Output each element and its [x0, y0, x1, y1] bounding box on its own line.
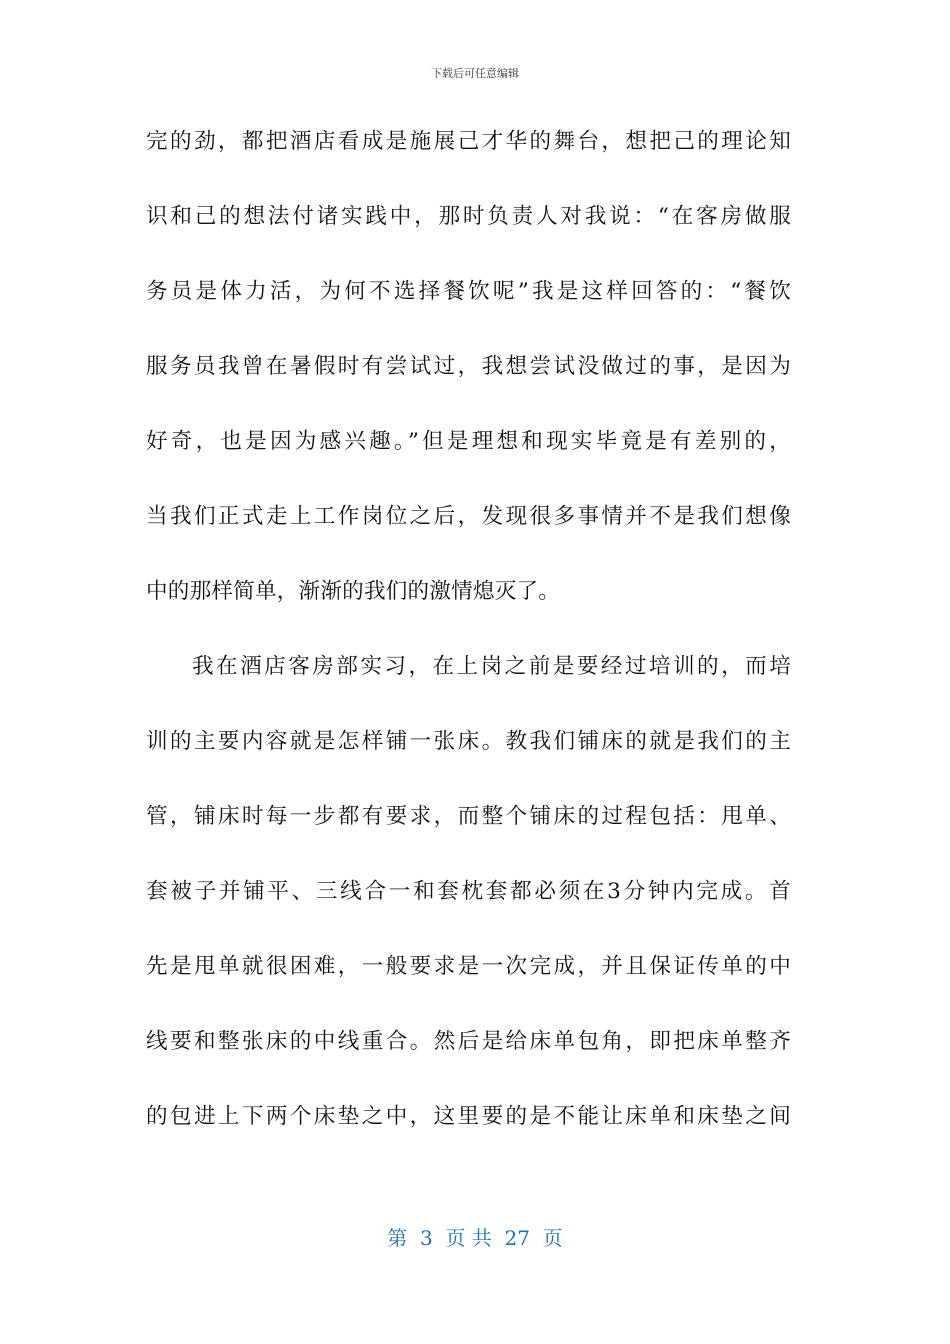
page-number-footer: 第 3 页 共 27 页: [387, 1226, 563, 1250]
text-line: 线要和整张床的中线重合。然后是给床单包角，即把床单整齐: [146, 1029, 791, 1054]
text-line: 我在酒店客房部实习，在上岗之前是要经过培训的，而培: [192, 654, 791, 679]
text-line: 训的主要内容就是怎样铺一张床。教我们铺床的就是我们的主: [146, 729, 791, 754]
paragraph: [146, 647, 791, 1172]
text-line: 先是甩单就很困难，一般要求是一次完成，并且保证传单的中: [146, 954, 791, 979]
text-line: 当我们正式走上工作岗位之后，发现很多事情并不是我们想像: [146, 504, 791, 529]
text-line: 中的那样简单，渐渐的我们的激情熄灭了。: [146, 579, 561, 604]
page-header: 下载后可任意编辑: [431, 67, 519, 80]
text-line: 服务员我曾在暑假时有尝试过，我想尝试没做过的事，是因为: [146, 354, 791, 379]
text-line: 识和己的想法付诸实践中，那时负责人对我说：“在客房做服: [146, 204, 791, 229]
text-line: 的包进上下两个床垫之中，这里要的是不能让床单和床垫之间: [146, 1104, 791, 1129]
text-line: 套被子并铺平、三线合一和套枕套都必须在3分钟内完成。首: [146, 879, 791, 904]
document-body: [146, 122, 791, 1172]
text-line: 务员是体力活，为何不选择餐饮呢”我是这样回答的：“餐饮: [146, 279, 791, 304]
text-line: 完的劲，都把酒店看成是施展己才华的舞台，想把己的理论知: [146, 129, 791, 154]
text-line: 管，铺床时每一步都有要求，而整个铺床的过程包括：甩单、: [146, 804, 791, 829]
text-line: 好奇，也是因为感兴趣。”但是理想和现实毕竟是有差别的，: [146, 429, 791, 454]
paragraph: [146, 122, 791, 647]
